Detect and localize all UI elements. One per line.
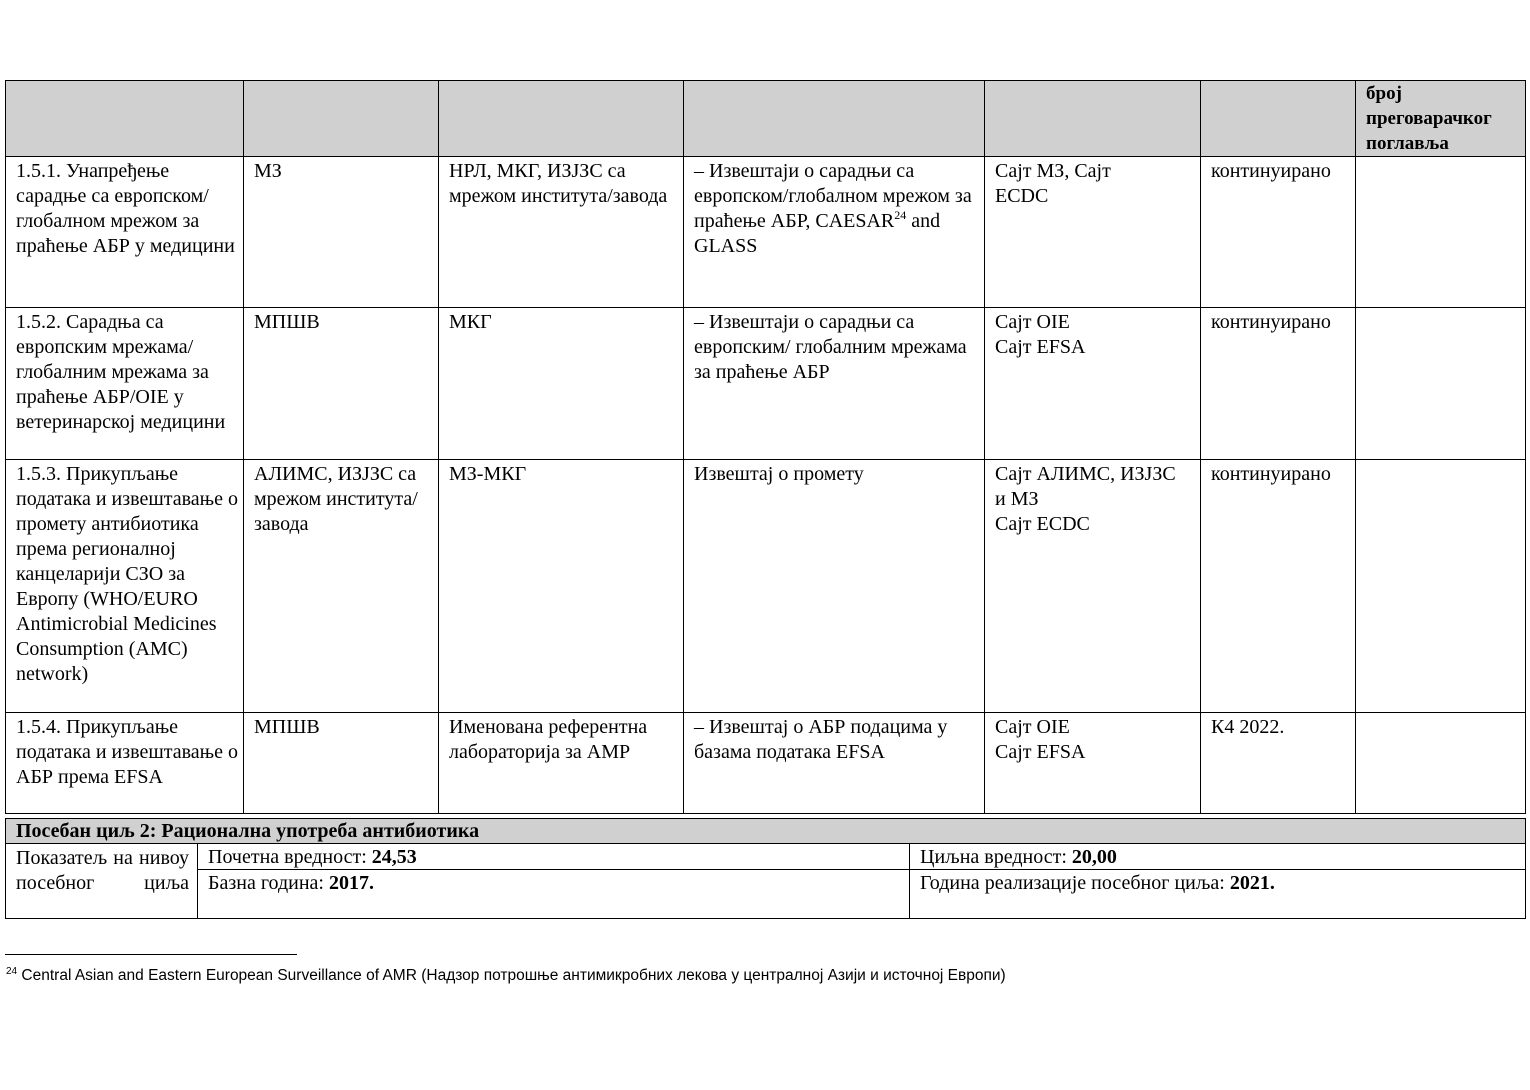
target-label: Циљна вредност: (920, 846, 1072, 868)
base-label: Базна година: (208, 872, 329, 894)
footnote-separator (5, 954, 297, 955)
objective-years-row (6, 870, 1526, 919)
source-line: Сајт EFSA (995, 741, 1086, 763)
measure-cell: 1.5.4. Прикупљање података и извештавање о АБР према EFSA (6, 713, 244, 814)
chapter-cell (1356, 157, 1526, 308)
partners-cell: МЗ-МКГ (439, 460, 684, 713)
partners-cell: НРЛ, МКГ, ИЗЈЗС са мрежом института/завода (439, 157, 684, 308)
header-cell (244, 81, 439, 157)
year-label: Година реализације посебног циља: (920, 872, 1230, 894)
base-value: 2017. (329, 872, 374, 894)
deadline-cell: континуирано (1201, 157, 1356, 308)
indicator-text-end: and GLASS (694, 210, 941, 257)
source-line: Сајт ECDC (995, 513, 1090, 535)
indicator-text: – Извештаји о сарадњи са европском/глобалном мрежом за праћење АБР, CAESAR (694, 160, 972, 232)
source-cell (985, 713, 1201, 814)
source-cell (985, 460, 1201, 713)
header-cell (985, 81, 1201, 157)
header-cell (6, 81, 244, 157)
table-row (6, 460, 1526, 713)
start-value-cell (198, 844, 910, 870)
source-line: Сајт OIE (995, 311, 1070, 333)
responsible-cell: АЛИМС, ИЗЈЗС са мрежом института/завода (244, 460, 439, 713)
deadline-cell: континуирано (1201, 308, 1356, 460)
source-cell: Сајт МЗ, Сајт ECDC (985, 157, 1201, 308)
measure-cell: 1.5.3. Прикупљање података и извештавање о промету антибиотика према регионалној канцеларији СЗО за Европу (WHO/EURO Antimicrobial Medicines Consumption (AMC) network) (6, 460, 244, 713)
indicator-cell: Извештај о промету (684, 460, 985, 713)
chapter-cell (1356, 308, 1526, 460)
table-row (6, 308, 1526, 460)
source-cell (985, 308, 1201, 460)
measures-table (5, 80, 1526, 814)
header-cell (439, 81, 684, 157)
source-line: Сајт EFSA (995, 336, 1086, 358)
indicator-cell: – Извештај о АБР подацима у базама података EFSA (684, 713, 985, 814)
footnote-text: Central Asian and Eastern European Surveillance of AMR (Надзор потрошње антимикробних лекова у централној Азији и источној Европи) (17, 967, 1006, 984)
footnote (6, 966, 1006, 986)
indicator-cell (684, 157, 985, 308)
objective-table (5, 818, 1526, 919)
chapter-cell (1356, 713, 1526, 814)
source-line: Сајт АЛИМС, ИЗЈЗС и МЗ (995, 463, 1176, 510)
deadline-cell: К4 2022. (1201, 713, 1356, 814)
footnote-ref[interactable]: 24 (894, 208, 907, 222)
responsible-cell: МПШВ (244, 308, 439, 460)
chapter-cell (1356, 460, 1526, 713)
start-label: Почетна вредност: (208, 846, 372, 868)
partners-cell: Именована референтна лабораторија за АМР (439, 713, 684, 814)
target-value-cell (910, 844, 1526, 870)
responsible-cell: МЗ (244, 157, 439, 308)
objective-title-row (6, 819, 1526, 844)
source-line: Сајт OIE (995, 716, 1070, 738)
start-value: 24,53 (371, 846, 417, 868)
objective-title: Посебан циљ 2: Рационална употреба антибиотика (6, 819, 1526, 844)
indicator-label: Показатељ на нивоу посебног циља (6, 844, 198, 919)
table-row (6, 713, 1526, 814)
header-chapter-number: број преговарачког поглавља (1356, 81, 1526, 157)
footnote-number: 24 (6, 966, 18, 977)
objective-values-row (6, 844, 1526, 870)
target-value: 20,00 (1071, 846, 1117, 868)
base-year-cell (198, 870, 910, 919)
header-cell (684, 81, 985, 157)
indicator-cell: – Извештаји о сарадњи са европским/ глобалним мрежама за праћење АБР (684, 308, 985, 460)
header-cell (1201, 81, 1356, 157)
deadline-cell: континуирано (1201, 460, 1356, 713)
responsible-cell: МПШВ (244, 713, 439, 814)
realization-year-cell (910, 870, 1526, 919)
measure-cell: 1.5.1. Унапређење сарадње са европском/ глобалном мрежом за праћење АБР у медицини (6, 157, 244, 308)
partners-cell: МКГ (439, 308, 684, 460)
table-row (6, 157, 1526, 308)
year-value: 2021. (1229, 872, 1275, 894)
table-header-row (6, 81, 1526, 157)
measure-cell: 1.5.2. Сарадња са европским мрежама/ глобалним мрежама за праћење АБР/OIE у ветеринарској медицини (6, 308, 244, 460)
